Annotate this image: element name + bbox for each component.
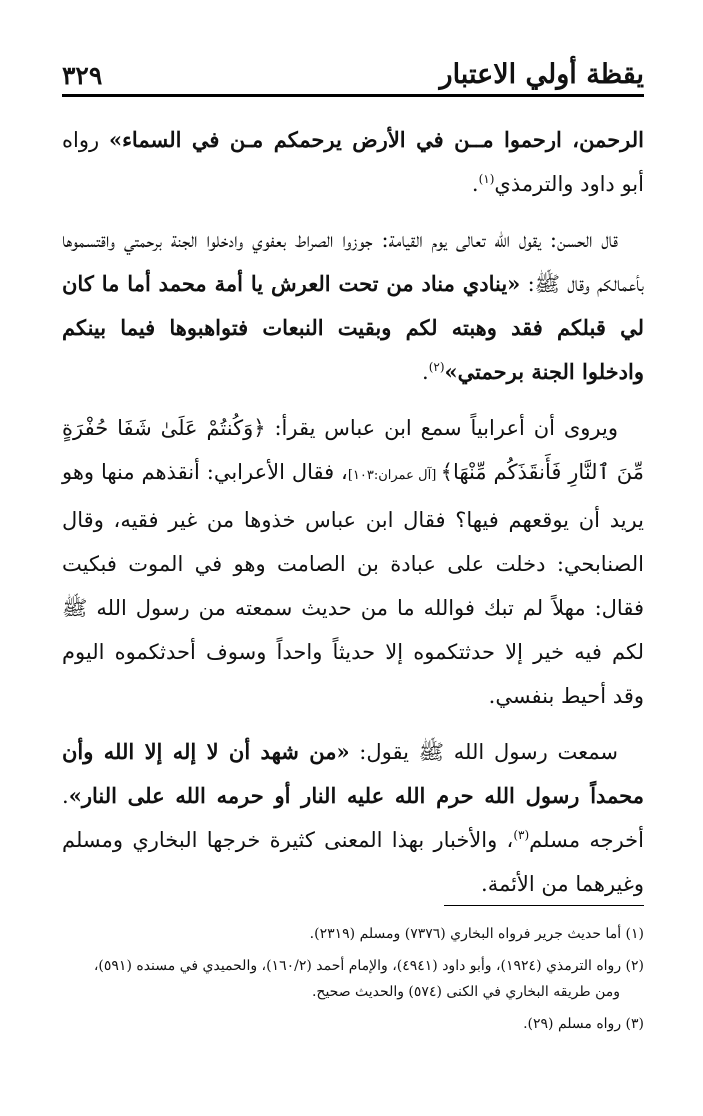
paragraph-text: قال الحسن: يقول الله تعالى يوم القيامة: جوزوا الصراط بعفوي وادخلوا الجنة برحمتي واقتسموها بأعمالكم وقال ﷺ:	[62, 228, 644, 296]
footnote-2: (٢) رواه الترمذي (١٩٢٤)، وأبو داود (٤٩٤١)، والإمام أحمد (١٦٠/٢)، والحميدي في مسنده (٥٩١)،	[93, 958, 644, 974]
footnote-rule	[444, 905, 644, 906]
paragraph-text: ويروى أن أعرابياً سمع ابن عباس يقرأ:	[265, 416, 618, 440]
page-number: ٣٢٩	[62, 61, 103, 90]
hadith-quote: «من شهد أن لا إله إلا الله وأن محمداً رسول الله حرم الله عليه النار أو حرمه الله على النار»	[62, 739, 644, 808]
footnote-1: (١) أما حديث جرير فرواه البخاري (٧٣٧٦) ومسلم (٢٣١٩).	[309, 926, 644, 942]
hadith-quote: «ينادي مناد من تحت العرش يا أمة محمد أما ما كان لي قبلكم فقد وهبته لكم وبقيت النبعات فتواهبوها فيما بينكم وادخلوا الجنة برحمتي»	[62, 271, 644, 384]
running-header	[62, 56, 644, 90]
footnote-marker-2[interactable]: (٢)	[428, 360, 445, 374]
quran-verse: ﴿وَكُنتُمْ عَلَىٰ شَفَا حُفْرَةٍ مِّنَ ٱلنَّارِ فَأَنقَذَكُم مِّنْهَا﴾	[62, 416, 644, 484]
paragraph-text: ، فقال الأعرابي: أنقذهم منها وهو يريد أن يوقعهم فيها؟ فقال ابن عباس خذوها من غير فقيه، وقال الصنابحي: دخلت على عبادة بن الصامت وهو في الموت فبكيت فقال: مهلاً لم تبك فوالله ما من حديث سمعته من رسول الله ﷺ لكم فيه خير إلا حدثتكموه إلا حديثاً واحداً وسوف أحدثكموه اليوم وقد أحيط بنفسي.	[62, 460, 644, 708]
main-text	[62, 118, 644, 918]
running-title: يقظة أولي الاعتبار	[439, 59, 644, 90]
hadith-quote: الرحمن، ارحموا مــن في الأرض يرحمكم مـن في السماء»	[108, 127, 644, 152]
footnote-3: (٣) رواه مسلم (٢٩).	[523, 1016, 644, 1032]
paragraph-3	[62, 406, 644, 718]
paragraph-text: رواه أبو داود والترمذي	[62, 128, 644, 196]
paragraph-text: . أخرجه مسلم	[62, 784, 644, 852]
footnotes	[62, 922, 644, 1044]
header-rule	[62, 94, 644, 97]
paragraph-text: ، والأخبار بهذا المعنى كثيرة خرجها البخاري ومسلم وغيرهما من الأئمة.	[62, 828, 644, 896]
paragraph-text: سمعت رسول الله ﷺ يقول:	[349, 740, 619, 764]
footnote-marker-1[interactable]: (١)	[478, 172, 495, 186]
paragraph-2: قال الحسن: يقول الله تعالى يوم القيامة: جوزوا الصراط بعفوي وادخلوا الجنة برحمتي واقتسموها بأعمالكم وقال ﷺ: «ينادي مناد من تحت العرش يا أمة محمد أما ما كان لي قبلكم فقد وهبته لكم وبقيت النبعات فتواهبوها فيما بينكم وادخلوا الجنة برحمتي»$^{(٢)}$.	[62, 228, 644, 384]
verse-reference: [آل عمران:١٠٣]	[347, 468, 441, 483]
paragraph-4	[62, 730, 644, 906]
footnote-2-continuation: ومن طريقه البخاري في الكنى (٥٧٤) والحديث صحيح.	[311, 984, 620, 1000]
footnote-marker-3[interactable]: (٣)	[513, 828, 530, 842]
paragraph-1: الرحمن، ارحموا مــن في الأرض يرحمكم مـن في السماء» رواه أبو داود والترمذي$^{(١)}$.	[62, 127, 644, 196]
